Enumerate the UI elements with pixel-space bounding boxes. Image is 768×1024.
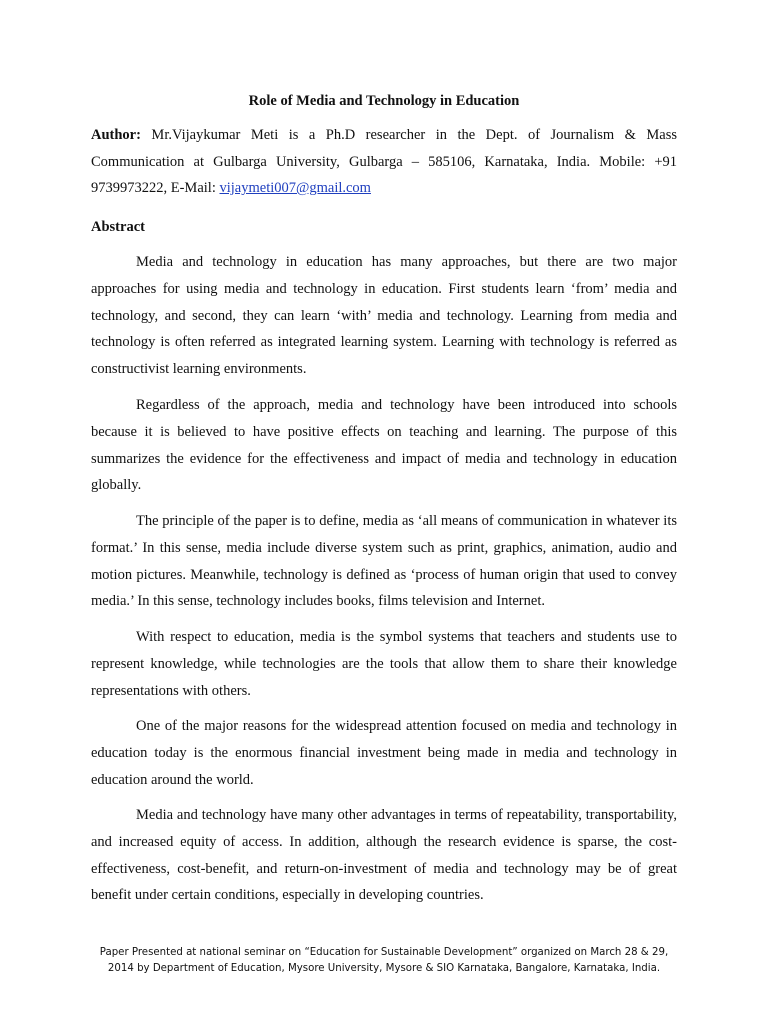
- abstract-paragraph-1: Media and technology in education has many approaches, but there are two major approaches for using media and technology in education. First students learn ‘from’ media and technology, and second, they can learn ‘with’ media and technology. Learning from media and technology is often referred as integrated learning system. Learning with technology is referred as constructivist learning environments.: [91, 254, 677, 378]
- abstract-paragraph-5: One of the major reasons for the widespread attention focused on media and technology in education today is the enormous financial investment being made in media and technology in education around the world.: [91, 718, 677, 788]
- document-title: Role of Media and Technology in Education: [248, 93, 520, 109]
- abstract-paragraph-4: With respect to education, media is the symbol systems that teachers and students use to represent knowledge, while technologies are the tools that allow them to share their knowledge representations with others.: [91, 629, 677, 699]
- abstract-heading: Abstract: [91, 219, 145, 235]
- author-details: Mr.Vijaykumar Meti is a Ph.D researcher in the Dept. of Journalism & Mass Communication at Gulbarga University, Gulbarga – 585106, Karnataka, India. Mobile: +91 9739973222, E-Mail:: [91, 127, 677, 196]
- author-block: [91, 122, 677, 202]
- footer-line-1: Paper Presented at national seminar on “Education for Sustainable Development” organized on March 28 & 29,: [99, 947, 669, 958]
- author-label: Author:: [91, 127, 141, 143]
- page-footer: [60, 945, 708, 977]
- abstract-paragraph-6: Media and technology have many other advantages in terms of repeatability, transportability, and increased equity of access. In addition, although the research evidence is sparse, the cost-effectiveness, cost-benefit, and return-on-investment of media and technology may be of great benefit under certain conditions, especially in developing countries.: [91, 807, 677, 904]
- abstract-paragraph-3: The principle of the paper is to define, media as ‘all means of communication in whatever its format.’ In this sense, media include diverse system such as print, graphics, animation, audio and motion pictures. Meanwhile, technology is defined as ‘process of human origin that used to convey media.’ In this sense, technology includes books, films television and Internet.: [91, 513, 677, 610]
- footer-line-2: 2014 by Department of Education, Mysore University, Mysore & SIO Karnataka, Bangalore, Karnataka, India.: [107, 963, 661, 974]
- author-email-link[interactable]: vijaymeti007@gmail.com: [219, 180, 371, 196]
- abstract-paragraph-2: Regardless of the approach, media and technology have been introduced into schools because it is believed to have positive effects on teaching and learning. The purpose of this summarizes the evidence for the effectiveness and impact of media and technology in education globally.: [91, 397, 677, 494]
